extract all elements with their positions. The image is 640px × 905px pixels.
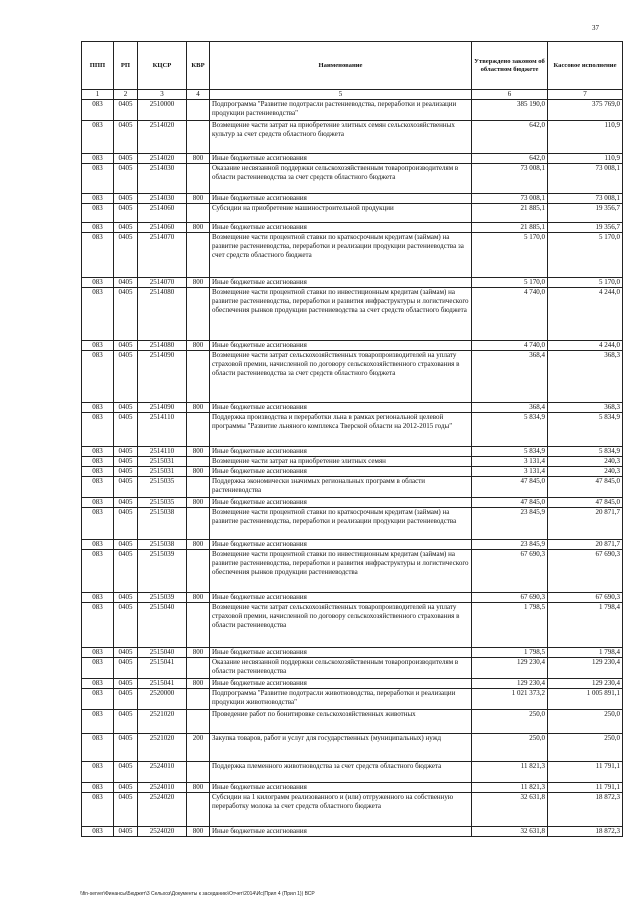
cell-approved: 129 230,4	[472, 658, 548, 679]
table-row	[82, 679, 623, 689]
cell-kvr: 800	[187, 679, 210, 689]
table-header-row	[82, 42, 623, 90]
cell-executed: 129 230,4	[548, 679, 623, 689]
cell-rp: 0405	[114, 540, 138, 550]
header-approved: Утверждено законом об областном бюджете	[472, 42, 548, 90]
cell-executed: 73 008,1	[548, 194, 623, 204]
cell-name: Субсидии на 1 килограмм реализованного и (или) отгруженного на собственную переработку молока за счет средств областного бюджета	[210, 793, 472, 827]
cell-approved: 385 190,0	[472, 100, 548, 121]
cell-approved: 642,0	[472, 121, 548, 154]
cell-executed: 110,9	[548, 154, 623, 164]
cell-name: Иные бюджетные ассигнования	[210, 154, 472, 164]
cell-ppp: 083	[82, 783, 114, 793]
cell-kcsr: 2514020	[138, 154, 187, 164]
table-row	[82, 793, 623, 827]
cell-kcsr: 2514070	[138, 233, 187, 278]
cell-name: Возмещение части затрат сельскохозяйственных товаропроизводителей на уплату страховой премии, начисленной по договору сельскохозяйственного страхования в области растениеводства	[210, 603, 472, 648]
cell-name: Иные бюджетные ассигнования	[210, 593, 472, 603]
cell-kcsr: 2515041	[138, 658, 187, 679]
cell-kvr	[187, 658, 210, 679]
cell-ppp: 083	[82, 762, 114, 783]
cell-approved: 21 885,1	[472, 223, 548, 233]
cell-ppp: 083	[82, 278, 114, 288]
cell-kcsr: 2520000	[138, 689, 187, 710]
cell-rp: 0405	[114, 447, 138, 457]
cell-ppp: 083	[82, 351, 114, 403]
cell-executed: 19 356,7	[548, 223, 623, 233]
cell-kvr	[187, 351, 210, 403]
cell-name: Оказание несвязанной поддержки сельскохозяйственным товаропроизводителям в области растениеводства за счет средств областного бюджета	[210, 164, 472, 194]
cell-kcsr: 2514060	[138, 204, 187, 223]
table-row	[82, 223, 623, 233]
cell-rp: 0405	[114, 550, 138, 593]
table-row	[82, 603, 623, 648]
cell-rp: 0405	[114, 194, 138, 204]
cell-kvr: 800	[187, 154, 210, 164]
cell-kcsr: 2515035	[138, 477, 187, 498]
cell-kvr	[187, 204, 210, 223]
cell-name: Возмещение части процентной ставки по краткосрочным кредитам (займам) на развитие растениеводства, переработки и реализации продукции растениеводства	[210, 508, 472, 540]
column-number: 2	[114, 90, 138, 100]
cell-ppp: 083	[82, 457, 114, 467]
cell-name: Иные бюджетные ассигнования	[210, 194, 472, 204]
cell-executed: 11 791,1	[548, 783, 623, 793]
table-row	[82, 194, 623, 204]
cell-kvr	[187, 288, 210, 341]
cell-kvr	[187, 164, 210, 194]
cell-rp: 0405	[114, 403, 138, 413]
cell-ppp: 083	[82, 603, 114, 648]
header-rp: РП	[114, 42, 138, 90]
cell-ppp: 083	[82, 734, 114, 762]
cell-kcsr: 2515035	[138, 498, 187, 508]
cell-approved: 73 008,1	[472, 164, 548, 194]
table-row	[82, 164, 623, 194]
cell-ppp: 083	[82, 477, 114, 498]
cell-name: Иные бюджетные ассигнования	[210, 679, 472, 689]
cell-executed: 375 769,0	[548, 100, 623, 121]
cell-kvr	[187, 121, 210, 154]
cell-kcsr: 2515039	[138, 550, 187, 593]
cell-rp: 0405	[114, 288, 138, 341]
cell-approved: 1 021 373,2	[472, 689, 548, 710]
cell-executed: 18 872,3	[548, 793, 623, 827]
cell-executed: 20 871,7	[548, 508, 623, 540]
cell-name: Возмещение части затрат на приобретение элитных семян	[210, 457, 472, 467]
table-row	[82, 762, 623, 783]
cell-name: Иные бюджетные ассигнования	[210, 648, 472, 658]
cell-executed: 240,3	[548, 467, 623, 477]
cell-name: Иные бюджетные ассигнования	[210, 467, 472, 477]
table-row	[82, 457, 623, 467]
cell-ppp: 083	[82, 508, 114, 540]
cell-rp: 0405	[114, 689, 138, 710]
cell-ppp: 083	[82, 233, 114, 278]
cell-executed: 5 834,9	[548, 447, 623, 457]
cell-ppp: 083	[82, 658, 114, 679]
table-row	[82, 648, 623, 658]
cell-ppp: 083	[82, 288, 114, 341]
cell-ppp: 083	[82, 710, 114, 734]
cell-kvr	[187, 793, 210, 827]
cell-executed: 47 845,0	[548, 477, 623, 498]
cell-kvr: 800	[187, 223, 210, 233]
cell-kcsr: 2515040	[138, 603, 187, 648]
cell-kcsr: 2515038	[138, 540, 187, 550]
cell-kcsr: 2514090	[138, 351, 187, 403]
cell-executed: 20 871,7	[548, 540, 623, 550]
cell-ppp: 083	[82, 593, 114, 603]
header-executed: Кассовое исполнение	[548, 42, 623, 90]
cell-executed: 5 170,0	[548, 278, 623, 288]
cell-kcsr: 2524020	[138, 793, 187, 827]
cell-executed: 19 356,7	[548, 204, 623, 223]
cell-approved: 21 885,1	[472, 204, 548, 223]
cell-rp: 0405	[114, 154, 138, 164]
table-row	[82, 540, 623, 550]
cell-rp: 0405	[114, 278, 138, 288]
cell-name: Подпрограмма "Развитие подотрасли растениеводства, переработки и реализации продукции растениеводства"	[210, 100, 472, 121]
cell-approved: 129 230,4	[472, 679, 548, 689]
cell-name: Иные бюджетные ассигнования	[210, 403, 472, 413]
cell-rp: 0405	[114, 710, 138, 734]
cell-executed: 1 005 891,1	[548, 689, 623, 710]
cell-ppp: 083	[82, 121, 114, 154]
cell-executed: 5 834,9	[548, 413, 623, 447]
cell-ppp: 083	[82, 648, 114, 658]
cell-approved: 3 131,4	[472, 457, 548, 467]
cell-rp: 0405	[114, 679, 138, 689]
column-number: 4	[187, 90, 210, 100]
cell-ppp: 083	[82, 550, 114, 593]
cell-ppp: 083	[82, 204, 114, 223]
cell-approved: 3 131,4	[472, 467, 548, 477]
cell-rp: 0405	[114, 100, 138, 121]
cell-ppp: 083	[82, 689, 114, 710]
cell-executed: 1 798,4	[548, 648, 623, 658]
cell-approved: 73 008,1	[472, 194, 548, 204]
cell-ppp: 083	[82, 223, 114, 233]
cell-rp: 0405	[114, 233, 138, 278]
cell-name: Поддержка племенного животноводства за счет средств областного бюджета	[210, 762, 472, 783]
cell-name: Оказание несвязанной поддержки сельскохозяйственным товаропроизводителям в области растениеводства	[210, 658, 472, 679]
cell-name: Подпрограмма "Развитие подотрасли животноводства, переработки и реализации продукции животноводства"	[210, 689, 472, 710]
cell-kcsr: 2515038	[138, 508, 187, 540]
cell-rp: 0405	[114, 762, 138, 783]
cell-rp: 0405	[114, 734, 138, 762]
cell-executed: 73 008,1	[548, 164, 623, 194]
cell-rp: 0405	[114, 658, 138, 679]
cell-executed: 250,0	[548, 710, 623, 734]
cell-kvr: 800	[187, 278, 210, 288]
cell-kvr	[187, 762, 210, 783]
table-row	[82, 413, 623, 447]
cell-ppp: 083	[82, 413, 114, 447]
cell-rp: 0405	[114, 164, 138, 194]
column-number: 3	[138, 90, 187, 100]
cell-kcsr: 2515041	[138, 679, 187, 689]
cell-executed: 67 690,3	[548, 550, 623, 593]
cell-rp: 0405	[114, 413, 138, 447]
cell-kvr: 800	[187, 783, 210, 793]
cell-rp: 0405	[114, 603, 138, 648]
cell-rp: 0405	[114, 593, 138, 603]
cell-rp: 0405	[114, 827, 138, 837]
cell-rp: 0405	[114, 498, 138, 508]
cell-kcsr: 2514030	[138, 194, 187, 204]
cell-kcsr: 2524010	[138, 783, 187, 793]
table-row	[82, 550, 623, 593]
cell-kcsr: 2514080	[138, 288, 187, 341]
cell-name: Возмещение части затрат сельскохозяйственных товаропроизводителей на уплату страховой премии, начисленной по договору сельскохозяйственного страхования в области растениеводства за счет средств областного бюджета	[210, 351, 472, 403]
cell-approved: 11 821,3	[472, 783, 548, 793]
cell-name: Поддержка производства и переработки льна в рамках региональной целевой программы "Развитие льняного комплекса Тверской области на 2012-2015 годы"	[210, 413, 472, 447]
cell-kcsr: 2524020	[138, 827, 187, 837]
cell-approved: 250,0	[472, 710, 548, 734]
table-row	[82, 710, 623, 734]
cell-approved: 642,0	[472, 154, 548, 164]
table-row	[82, 467, 623, 477]
file-path-footer: \\fin-server\Финансы\Бюджет\3 Сельхоз\Документы к заседанию\Отчет\2014\Ис(Прил 4 (Прил 1)) ВСР	[80, 891, 315, 897]
cell-name: Возмещение части процентной ставки по инвестиционным кредитам (займам) на развитие растениеводства, переработки и развития инфраструктуры и логистического обеспечения рынков продукции растениеводства	[210, 550, 472, 593]
cell-kvr: 800	[187, 648, 210, 658]
table-row	[82, 658, 623, 679]
cell-approved: 32 631,8	[472, 793, 548, 827]
cell-kcsr: 2515039	[138, 593, 187, 603]
cell-kvr	[187, 550, 210, 593]
cell-ppp: 083	[82, 467, 114, 477]
cell-executed: 250,0	[548, 734, 623, 762]
cell-approved: 32 631,8	[472, 827, 548, 837]
table-row	[82, 508, 623, 540]
header-ppp: ППП	[82, 42, 114, 90]
column-number-row	[82, 90, 623, 100]
cell-kvr	[187, 710, 210, 734]
cell-name: Возмещение части затрат на приобретение элитных семян сельскохозяйственных культур за счет средств областного бюджета	[210, 121, 472, 154]
cell-name: Поддержка экономически значимых региональных программ в области растениеводства	[210, 477, 472, 498]
column-number: 7	[548, 90, 623, 100]
cell-approved: 5 170,0	[472, 233, 548, 278]
cell-approved: 368,4	[472, 351, 548, 403]
cell-approved: 47 845,0	[472, 498, 548, 508]
cell-ppp: 083	[82, 827, 114, 837]
cell-kcsr: 2521020	[138, 710, 187, 734]
cell-rp: 0405	[114, 341, 138, 351]
cell-executed: 4 244,0	[548, 341, 623, 351]
cell-rp: 0405	[114, 508, 138, 540]
cell-name: Закупка товаров, работ и услуг для государственных (муниципальных) нужд	[210, 734, 472, 762]
cell-rp: 0405	[114, 204, 138, 223]
cell-rp: 0405	[114, 121, 138, 154]
cell-ppp: 083	[82, 341, 114, 351]
cell-kcsr: 2524010	[138, 762, 187, 783]
table-row	[82, 278, 623, 288]
cell-kcsr: 2514080	[138, 341, 187, 351]
table-row	[82, 100, 623, 121]
cell-kvr: 800	[187, 593, 210, 603]
cell-ppp: 083	[82, 540, 114, 550]
cell-executed: 5 170,0	[548, 233, 623, 278]
cell-approved: 4 740,0	[472, 341, 548, 351]
cell-rp: 0405	[114, 783, 138, 793]
cell-kvr: 800	[187, 827, 210, 837]
cell-rp: 0405	[114, 467, 138, 477]
table-row	[82, 734, 623, 762]
cell-approved: 1 798,5	[472, 603, 548, 648]
cell-name: Иные бюджетные ассигнования	[210, 223, 472, 233]
cell-name: Иные бюджетные ассигнования	[210, 540, 472, 550]
cell-approved: 1 798,5	[472, 648, 548, 658]
cell-approved: 67 690,3	[472, 593, 548, 603]
cell-kcsr: 2514030	[138, 164, 187, 194]
cell-kvr	[187, 603, 210, 648]
cell-rp: 0405	[114, 457, 138, 467]
table-row	[82, 498, 623, 508]
cell-ppp: 083	[82, 793, 114, 827]
header-name: Наименование	[210, 42, 472, 90]
cell-name: Проведение работ по бонитировке сельскохозяйственных животных	[210, 710, 472, 734]
column-number: 1	[82, 90, 114, 100]
cell-name: Возмещение части процентной ставки по краткосрочным кредитам (займам) на развитие растениеводства, переработки и реализации продукции растениеводства за счет средств областного бюджета	[210, 233, 472, 278]
cell-rp: 0405	[114, 793, 138, 827]
cell-rp: 0405	[114, 648, 138, 658]
table-row	[82, 204, 623, 223]
cell-kcsr: 2521020	[138, 734, 187, 762]
cell-rp: 0405	[114, 223, 138, 233]
cell-kcsr: 2514090	[138, 403, 187, 413]
table-row	[82, 233, 623, 278]
cell-executed: 11 791,1	[548, 762, 623, 783]
table-row	[82, 593, 623, 603]
cell-approved: 250,0	[472, 734, 548, 762]
budget-table	[81, 41, 623, 837]
cell-kvr	[187, 100, 210, 121]
cell-ppp: 083	[82, 164, 114, 194]
cell-executed: 368,3	[548, 351, 623, 403]
table-row	[82, 288, 623, 341]
cell-kvr	[187, 689, 210, 710]
cell-name: Иные бюджетные ассигнования	[210, 498, 472, 508]
table-row	[82, 403, 623, 413]
table-row	[82, 689, 623, 710]
cell-kvr: 800	[187, 447, 210, 457]
cell-kcsr: 2514060	[138, 223, 187, 233]
cell-name: Иные бюджетные ассигнования	[210, 783, 472, 793]
table-row	[82, 341, 623, 351]
column-number: 5	[210, 90, 472, 100]
cell-approved: 4 740,0	[472, 288, 548, 341]
table-row	[82, 827, 623, 837]
cell-approved: 23 845,9	[472, 508, 548, 540]
cell-executed: 47 845,0	[548, 498, 623, 508]
cell-approved: 11 821,3	[472, 762, 548, 783]
cell-ppp: 083	[82, 100, 114, 121]
cell-ppp: 083	[82, 447, 114, 457]
cell-kvr: 800	[187, 498, 210, 508]
cell-name: Иные бюджетные ассигнования	[210, 827, 472, 837]
cell-kvr	[187, 457, 210, 467]
cell-kvr	[187, 413, 210, 447]
cell-executed: 4 244,0	[548, 288, 623, 341]
cell-name: Иные бюджетные ассигнования	[210, 447, 472, 457]
cell-rp: 0405	[114, 351, 138, 403]
cell-executed: 110,9	[548, 121, 623, 154]
cell-name: Субсидии на приобретение машиностроительной продукции	[210, 204, 472, 223]
cell-kcsr: 2515040	[138, 648, 187, 658]
cell-kcsr: 2514020	[138, 121, 187, 154]
cell-approved: 47 845,0	[472, 477, 548, 498]
cell-kcsr: 2514110	[138, 447, 187, 457]
cell-name: Иные бюджетные ассигнования	[210, 278, 472, 288]
cell-kcsr: 2514110	[138, 413, 187, 447]
cell-approved: 67 690,3	[472, 550, 548, 593]
table-row	[82, 121, 623, 154]
cell-executed: 240,3	[548, 457, 623, 467]
table-row	[82, 154, 623, 164]
cell-approved: 368,4	[472, 403, 548, 413]
cell-kvr: 800	[187, 194, 210, 204]
cell-ppp: 083	[82, 403, 114, 413]
cell-ppp: 083	[82, 154, 114, 164]
cell-approved: 5 834,9	[472, 447, 548, 457]
cell-executed: 18 872,3	[548, 827, 623, 837]
cell-executed: 1 798,4	[548, 603, 623, 648]
cell-kvr: 800	[187, 403, 210, 413]
cell-kcsr: 2514070	[138, 278, 187, 288]
cell-approved: 23 845,9	[472, 540, 548, 550]
cell-kvr: 800	[187, 540, 210, 550]
header-kvr: КВР	[187, 42, 210, 90]
table-row	[82, 351, 623, 403]
cell-approved: 5 170,0	[472, 278, 548, 288]
cell-kcsr: 2510000	[138, 100, 187, 121]
page-number: 37	[592, 24, 599, 32]
cell-executed: 67 690,3	[548, 593, 623, 603]
cell-approved: 5 834,9	[472, 413, 548, 447]
cell-kcsr: 2515031	[138, 467, 187, 477]
cell-executed: 129 230,4	[548, 658, 623, 679]
table-row	[82, 477, 623, 498]
cell-kvr	[187, 233, 210, 278]
cell-kvr	[187, 508, 210, 540]
cell-kvr	[187, 477, 210, 498]
cell-kvr: 800	[187, 341, 210, 351]
table-row	[82, 783, 623, 793]
cell-executed: 368,3	[548, 403, 623, 413]
cell-kvr: 200	[187, 734, 210, 762]
header-kcsr: КЦСР	[138, 42, 187, 90]
column-number: 6	[472, 90, 548, 100]
cell-ppp: 083	[82, 679, 114, 689]
cell-kcsr: 2515031	[138, 457, 187, 467]
cell-rp: 0405	[114, 477, 138, 498]
cell-ppp: 083	[82, 194, 114, 204]
cell-name: Иные бюджетные ассигнования	[210, 341, 472, 351]
cell-name: Возмещение части процентной ставки по инвестиционным кредитам (займам) на развитие растениеводства, переработки и развития инфраструктуры и логистического обеспечения рынков продукции растениеводства за счет средств областного бюджета	[210, 288, 472, 341]
table-row	[82, 447, 623, 457]
cell-ppp: 083	[82, 498, 114, 508]
cell-kvr: 800	[187, 467, 210, 477]
